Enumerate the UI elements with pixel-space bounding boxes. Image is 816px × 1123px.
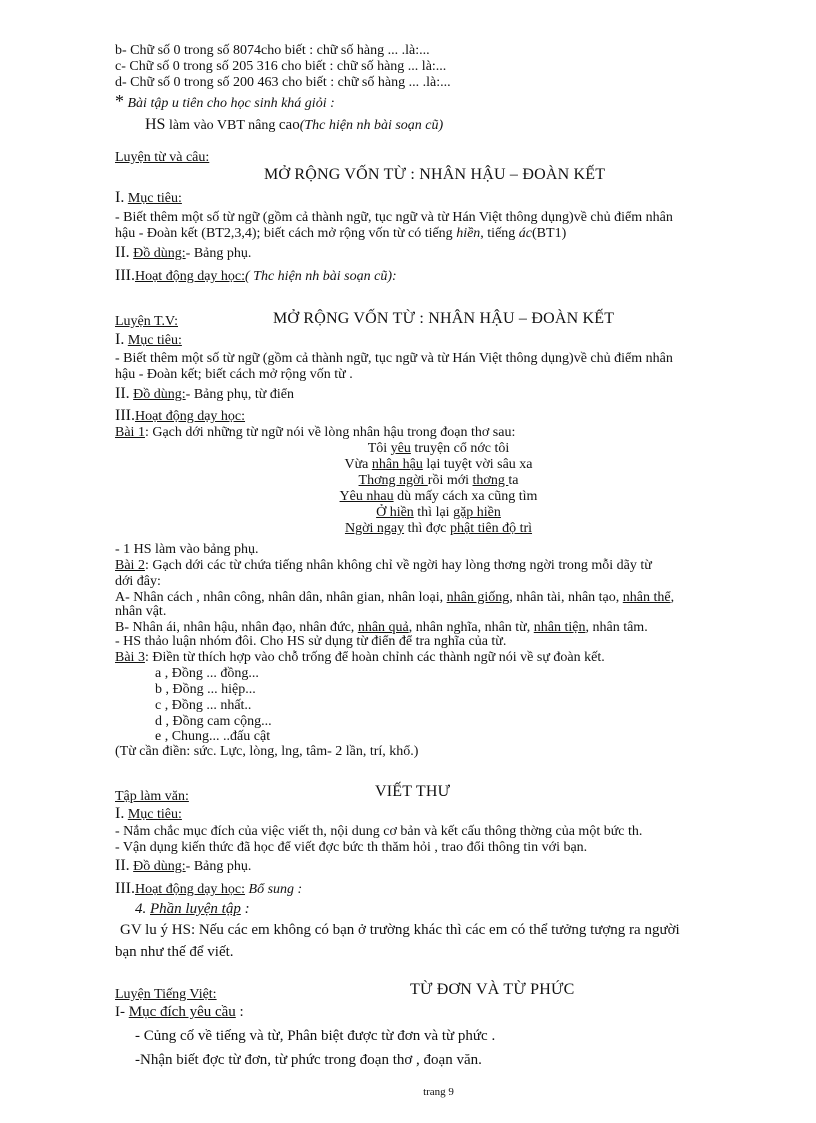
section-title-4: TỪ ĐƠN VÀ TỪ PHỨC [410,981,575,998]
exercise-line-b: b- Chữ số 0 trong số 8074cho biết : chữ số hàng ... .là:... [115,43,430,58]
activities-line-3: III.Hoạt động dạy học: Bổ sung : [115,880,303,897]
idiom-e: e , Chung... ..đấu cật [155,729,271,744]
activities-line-1: III.Hoạt động dạy học:( Thc hiện nh bài soạn cũ): [115,267,397,284]
objective-line-3a: - Nắm chắc mục đích của việc viết th, nội dung cơ bản và kết cấu thông thờng của một bức th. [115,824,643,839]
gifted-exercise-text: Bài tập u tiên cho học sinh khá giỏi : [127,96,335,111]
section-label-luyen-tv: Luyện T.V: [115,314,178,329]
exercise-2-list-a-cont: nhân vật. [115,604,167,619]
objective-line-1b: hậu - Đoàn kết (BT2,3,4); biết cách mở rộng vốn từ có tiếng hiền, tiếng ác(BT1) [115,226,567,241]
objective-line-2b: hậu - Đoàn kết; biết cách mở rộng vốn từ . [115,367,353,382]
teacher-note-line-2: bạn như thế để viết. [115,944,234,960]
hs-board-line: - 1 HS làm vào bảng phụ. [115,542,259,557]
poem-line-1: Tôi yêu truyện cổ nớc tôi [367,441,510,456]
purpose-line-2: -Nhận biết đợc từ đơn, từ phức trong đoạn thơ , đoạn văn. [135,1052,482,1068]
section-label-luyen-tu-va-cau: Luyện từ và câu: [115,150,210,165]
section-label-luyen-tieng-viet: Luyện Tiếng Việt: [115,987,217,1002]
idiom-b: b , Đồng ... hiệp... [155,682,256,697]
exercise-line-c: c- Chữ số 0 trong số 205 316 cho biết : chữ số hàng ... là:... [115,59,447,74]
section-title-3: VIẾT THƯ [375,783,451,800]
poem-line-4: Yêu nhau dù mấy cách xa cũng tìm [339,489,538,504]
practice-heading: 4. Phần luyện tập : [135,901,250,917]
purpose-heading: I- Mục đích yêu cầu : [115,1004,244,1020]
exercise-2-list-a: A- Nhân cách , nhân công, nhân dân, nhân gian, nhân loại, nhân giống, nhân tài, nhân tạo, nhân thể, [115,590,675,605]
objectives-heading-2: I. Mục tiêu: [115,331,182,348]
poem-line-3: Thơng ngời rồi mới thơng ta [358,473,519,488]
exercise-3-prompt: Bài 3: Điền từ thích hợp vào chỗ trống để hoàn chỉnh các thành ngữ nói về sự đoàn kết. [115,650,605,665]
objective-line-1a: - Biết thêm một số từ ngữ (gồm cả thành ngữ, tục ngữ và từ Hán Việt thông dụng)về chủ điểm nhân [115,210,673,225]
teacher-note-line-1: GV lu ý HS: Nếu các em không có bạn ở trường khác thì các em có thể tưởng tượng ra người [120,922,680,938]
activities-line-2: III.Hoạt động dạy học: [115,407,246,424]
hs-vbt-line: HS làm vào VBT nâng cao(Thc hiện nh bài soạn cũ) [145,116,444,133]
materials-line-1: II. Đồ dùng:- Bảng phụ. [115,244,252,261]
objective-line-2a: - Biết thêm một số từ ngữ (gồm cả thành ngữ, tục ngữ và từ Hán Việt thông dụng)về chủ điểm nhân [115,351,673,366]
poem-line-5: Ở hiền thì lại gặp hiền [376,505,501,520]
gifted-exercise-line [115,93,335,112]
section-label-tap-lam-van: Tập làm văn: [115,789,189,804]
exercise-2-list-b: B- Nhân ái, nhân hậu, nhân đạo, nhân đức, nhân quả, nhân nghĩa, nhân từ, nhân tiện, nhân tâm. [115,620,648,635]
poem-line-2: Vừa nhân hậu lại tuyệt vời sâu xa [344,457,533,472]
idiom-d: d , Đồng cam cộng... [155,714,272,729]
exercise-2-prompt: Bài 2: Gạch dới các từ chứa tiếng nhân không chỉ về ngời hay lòng thơng ngời trong mỗi dãy từ [115,558,652,573]
materials-line-3: II. Đồ dùng:- Bảng phụ. [115,857,252,874]
section-title-1: MỞ RỘNG VỐN TỪ : NHÂN HẬU – ĐOÀN KẾT [264,166,606,183]
section-title-2: MỞ RỘNG VỐN TỪ : NHÂN HẬU – ĐOÀN KẾT [273,310,615,327]
page-number: trang 9 [423,1086,454,1098]
objectives-heading-3: I. Mục tiêu: [115,805,182,822]
idiom-a: a , Đồng ... đồng... [155,666,259,681]
purpose-line-1: - Củng cố về tiếng và từ, Phân biệt được từ đơn và từ phức . [135,1028,496,1044]
materials-line-2: II. Đồ dùng:- Bảng phụ, từ điển [115,385,294,402]
fill-words-hint: (Từ cần điền: sức. Lực, lòng, lng, tâm- 2 lần, trí, khổ.) [115,744,419,759]
asterisk: * [115,91,124,111]
objective-line-3b: - Vận dụng kiến thức đã học để viết đợc bức th thăm hỏi , trao đổi thông tin với bạn. [115,840,588,855]
exercise-line-d: d- Chữ số 0 trong số 200 463 cho biết : chữ số hàng ... .là:... [115,75,451,90]
exercise-2-prompt-cont: dới đây: [115,574,161,589]
objectives-heading-1: I. Mục tiêu: [115,189,182,206]
discussion-line: - HS thảo luận nhóm đôi. Cho HS sử dụng từ điển để tra nghĩa của từ. [115,634,507,649]
idiom-c: c , Đồng ... nhất.. [155,698,252,713]
exercise-1-prompt: Bài 1: Gạch dới những từ ngữ nói về lòng nhân hậu trong đoạn thơ sau: [115,425,516,440]
poem-line-6: Ngời ngay thì đợc phật tiên độ trì [344,521,533,536]
